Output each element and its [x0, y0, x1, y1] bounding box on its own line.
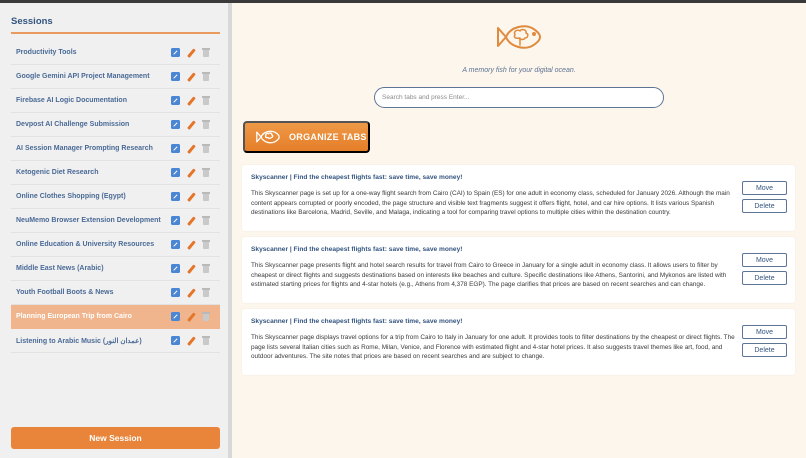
- delete-button[interactable]: Delete: [742, 271, 787, 285]
- tab-title[interactable]: Skyscanner | Find the cheapest flights fast: save time, save money!: [251, 174, 463, 181]
- session-label: Online Education & University Resources: [16, 241, 155, 248]
- trash-icon[interactable]: [202, 120, 210, 129]
- open-session-icon[interactable]: [171, 216, 180, 225]
- organize-tabs-button[interactable]: [243, 121, 370, 153]
- tagline: A memory fish for your digital ocean.: [462, 67, 576, 74]
- open-session-icon[interactable]: [171, 144, 180, 153]
- move-button[interactable]: Move: [742, 325, 787, 339]
- trash-icon[interactable]: [202, 216, 210, 225]
- pencil-edit-icon[interactable]: [186, 168, 196, 178]
- tab-description: This Skyscanner page is set up for a one-way flight search from Cairo (CAI) to Spain (ES) for one adult in economy class, scheduled for January 2026. Although the main content appears corrupted or poorly encoded, the page structure and visible text fragments suggest it offers flight, hotel, and car hire options. It lists various Spanish destinations like Barcelona, Madrid, Seville, and Malaga, indicating a tool for comparing travel options to multiple cities within the destination country.: [251, 190, 730, 216]
- trash-icon[interactable]: [202, 264, 210, 273]
- session-label: Youth Football Boots & News: [16, 289, 114, 296]
- tab-card: [242, 237, 795, 303]
- pencil-edit-icon[interactable]: [186, 264, 196, 274]
- pencil-edit-icon[interactable]: [186, 288, 196, 298]
- delete-button[interactable]: Delete: [742, 343, 787, 357]
- session-label: Devpost AI Challenge Submission: [16, 121, 130, 128]
- trash-icon[interactable]: [202, 144, 210, 153]
- session-label: Ketogenic Diet Research: [16, 169, 99, 176]
- open-session-icon[interactable]: [171, 48, 180, 57]
- session-label: Firebase AI Logic Documentation: [16, 97, 127, 104]
- session-item[interactable]: [11, 233, 220, 257]
- pencil-edit-icon[interactable]: [186, 72, 196, 82]
- session-label: AI Session Manager Prompting Research: [16, 145, 153, 152]
- trash-icon[interactable]: [202, 192, 210, 201]
- sidebar-title-rule: [11, 32, 220, 34]
- tab-description: This Skyscanner page displays travel options for a trip from Cairo to Italy in January for one adult. It provides tools to filter destinations by the cheapest or direct flights. The page lists several Italian cities such as Rome, Milan, Venice, and Florence with estimated flight and 4-star hotel prices. It also suggests travel themes like art, food, and outdoor adventures. The site notes that prices are based on recent searches and are subject to change.: [251, 334, 735, 360]
- move-button[interactable]: Move: [742, 253, 787, 267]
- session-label: Planning European Trip from Cairo: [16, 313, 132, 320]
- open-session-icon[interactable]: [171, 168, 180, 177]
- pencil-edit-icon[interactable]: [186, 48, 196, 58]
- tab-description: This Skyscanner page presents flight and hotel search results for travel from Cairo to Greece in January for a single adult in economy class. It allows users to filter by cheapest or direct flights and suggests destinations based on interests like beaches and culture. Specific destinations like Athens, Santorini, and Mykonos are listed with estimated starting prices for flights and 4-star hotels (e.g., Athens from 4,378 EGP). The page clarifies that prices are based on recent searches and can change.: [251, 262, 727, 288]
- session-item[interactable]: [11, 89, 220, 113]
- trash-icon[interactable]: [202, 288, 210, 297]
- tab-title[interactable]: Skyscanner | Find the cheapest flights fast: save time, save money!: [251, 318, 463, 325]
- session-item[interactable]: [11, 185, 220, 209]
- open-session-icon[interactable]: [171, 120, 180, 129]
- fish-brain-icon: [255, 129, 281, 145]
- session-item[interactable]: [11, 137, 220, 161]
- trash-icon[interactable]: [202, 312, 210, 321]
- open-session-icon[interactable]: [171, 72, 180, 81]
- sidebar-title: Sessions: [11, 16, 53, 27]
- trash-icon[interactable]: [202, 168, 210, 177]
- open-session-icon[interactable]: [171, 240, 180, 249]
- trash-icon[interactable]: [202, 72, 210, 81]
- pencil-edit-icon[interactable]: [186, 120, 196, 130]
- session-item[interactable]: [11, 257, 220, 281]
- open-session-icon[interactable]: [171, 288, 180, 297]
- delete-button[interactable]: Delete: [742, 199, 787, 213]
- open-session-icon[interactable]: [171, 96, 180, 105]
- session-item-active[interactable]: [11, 305, 220, 329]
- session-label: Productivity Tools: [16, 49, 77, 56]
- trash-icon[interactable]: [202, 96, 210, 105]
- session-label: NeuMemo Browser Extension Development: [16, 217, 161, 224]
- session-label: Google Gemini API Project Management: [16, 73, 150, 80]
- tab-card: [242, 165, 795, 231]
- pencil-edit-icon[interactable]: [186, 240, 196, 250]
- trash-icon[interactable]: [202, 48, 210, 57]
- pencil-edit-icon[interactable]: [186, 216, 196, 226]
- pencil-edit-icon[interactable]: [186, 336, 196, 346]
- open-session-icon[interactable]: [171, 312, 180, 321]
- session-item[interactable]: [11, 161, 220, 185]
- open-session-icon[interactable]: [171, 264, 180, 273]
- pencil-edit-icon[interactable]: [186, 144, 196, 154]
- session-item[interactable]: [11, 113, 220, 137]
- pencil-edit-icon[interactable]: [186, 312, 196, 322]
- session-item[interactable]: [11, 209, 220, 233]
- organize-tabs-label: ORGANIZE TABS: [289, 132, 367, 142]
- move-button[interactable]: Move: [742, 181, 787, 195]
- tab-card: [242, 309, 795, 375]
- trash-icon[interactable]: [202, 336, 210, 345]
- pencil-edit-icon[interactable]: [186, 192, 196, 202]
- open-session-icon[interactable]: [171, 192, 180, 201]
- session-label: Middle East News (Arabic): [16, 265, 104, 272]
- session-item[interactable]: [11, 329, 220, 353]
- session-item[interactable]: [11, 281, 220, 305]
- session-label: Listening to Arabic Music (عمدان النور): [16, 337, 142, 345]
- pencil-edit-icon[interactable]: [186, 96, 196, 106]
- session-item[interactable]: [11, 65, 220, 89]
- tab-title[interactable]: Skyscanner | Find the cheapest flights fast: save time, save money!: [251, 246, 463, 253]
- open-session-icon[interactable]: [171, 336, 180, 345]
- session-list: [11, 41, 220, 353]
- new-session-button[interactable]: New Session: [11, 427, 220, 449]
- tab-card-list: [242, 165, 795, 381]
- sidebar-resize-divider[interactable]: [228, 3, 232, 458]
- trash-icon[interactable]: [202, 240, 210, 249]
- search-input[interactable]: [374, 87, 664, 108]
- session-item[interactable]: [11, 41, 220, 65]
- fish-brain-icon: [496, 22, 542, 52]
- sessions-sidebar: [0, 3, 228, 458]
- session-label: Online Clothes Shopping (Egypt): [16, 193, 126, 200]
